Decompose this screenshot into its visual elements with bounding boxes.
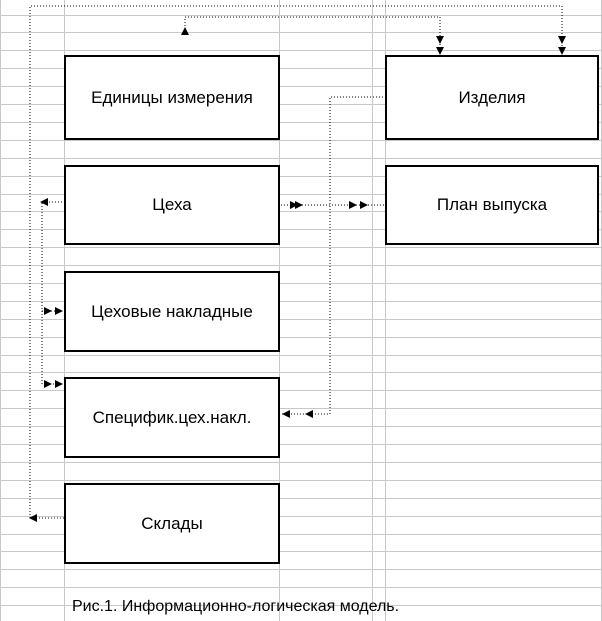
connector-units-products (185, 17, 440, 50)
entity-shop-invoices (64, 271, 280, 352)
arrowhead-up (181, 27, 189, 35)
entity-warehouses-label: Склады (141, 513, 203, 533)
entity-invoice-spec-label: Специфик.цех.накл. (92, 407, 252, 427)
arrowhead-right-b (55, 380, 63, 388)
arrowhead-down-a (558, 36, 566, 44)
arrowhead-left (29, 514, 37, 522)
entity-warehouses (64, 483, 280, 564)
entity-products-label: Изделия (458, 87, 526, 107)
arrowhead-right-a (44, 380, 52, 388)
arrowhead-right-b (295, 201, 303, 209)
entity-units (64, 55, 280, 140)
entity-shop-invoices-label: Цеховые накладные (91, 301, 253, 321)
entity-production-plan-label: План выпуска (436, 195, 548, 214)
arrowhead-right-a (44, 307, 52, 315)
figure-caption: Рис.1. Информационно-логическая модель. (72, 598, 400, 615)
entity-invoice-spec (64, 377, 280, 458)
arrowhead-right-b (55, 307, 63, 315)
entity-units-label: Единицы измерения (91, 87, 253, 107)
arrowhead-down-a (436, 36, 444, 44)
arrowhead-left (40, 198, 48, 206)
arrowhead-left-b (305, 410, 313, 418)
arrowhead-right-a (349, 201, 357, 209)
entity-production-plan (385, 165, 599, 245)
entity-shops (64, 165, 280, 245)
arrowhead-right-b (360, 201, 368, 209)
arrowhead-left-a (282, 410, 290, 418)
entity-shops-label: Цеха (152, 195, 192, 214)
connector-products-spec (281, 97, 386, 414)
entity-products (385, 55, 599, 140)
